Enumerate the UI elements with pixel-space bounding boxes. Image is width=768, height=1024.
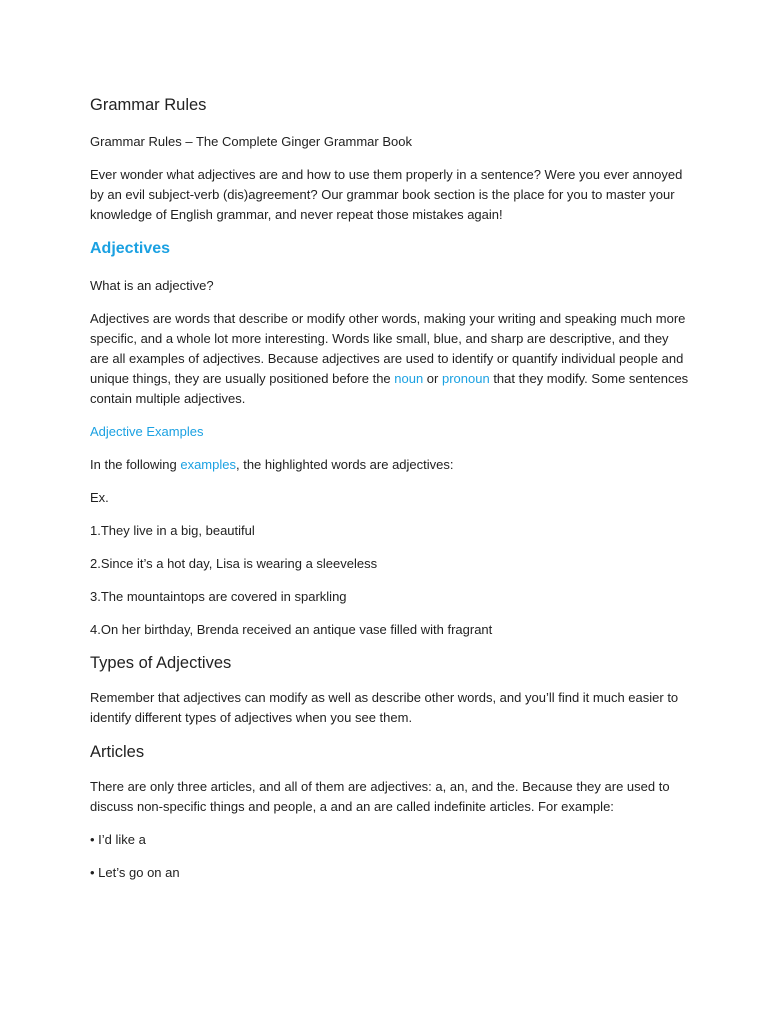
examples-intro [90,455,690,475]
types-heading: Types of Adjectives [90,654,232,672]
examples-intro-text-1: In the following [90,457,181,472]
definition-paragraph [90,309,690,409]
definition-text-2: that they modify. Some sentences contain multiple adjectives. [90,371,689,406]
ex-label: Ex. [90,490,109,505]
examples-link[interactable]: examples [180,457,236,472]
types-paragraph: Remember that adjectives can modify as well as describe other words, and you’ll find it much easier to identify different types of adjectives when you see them. [90,690,679,725]
example-item-3: 3.The mountaintops are covered in sparkling [90,589,347,604]
intro-paragraph: Ever wonder what adjectives are and how to use them properly in a sentence? Were you ever annoyed by an evil subject-verb (dis)agreement? Our grammar book section is the place for you to master your knowledge of English grammar, and never repeat those mistakes again! [90,167,683,222]
articles-heading: Articles [90,743,145,761]
pronoun-link[interactable]: pronoun [441,371,490,386]
subtitle-line: Grammar Rules – The Complete Ginger Grammar Book [90,134,412,149]
articles-paragraph: There are only three articles, and all of them are adjectives: a, an, and the. Because they are used to discuss non-specific things and people, a and an are called indefinite articles. For example: [90,779,670,814]
adjective-examples-link[interactable]: Adjective Examples [90,424,204,439]
what-is-question: What is an adjective? [90,278,214,293]
examples-intro-text-2: , the highlighted words are adjectives: [235,457,454,472]
bullet-item-2: • Let’s go on an [90,865,180,880]
example-item-2: 2.Since it’s a hot day, Lisa is wearing a sleeveless [90,556,378,571]
example-item-1: 1.They live in a big, beautiful [90,523,255,538]
adjectives-heading: Adjectives [90,240,171,257]
page-title: Grammar Rules [90,96,207,114]
document-content [90,94,690,896]
noun-link[interactable]: noun [394,371,424,386]
bullet-item-1: • I’d like a [90,832,146,847]
definition-text-1: Adjectives are words that describe or modify other words, making your writing and speaking much more specific, and a whole lot more interesting. Words like small, blue, and sharp are descriptive, and they are all examples of adjectives. Because adjectives are used to identify or quantify individual people and unique things, they are usually positioned before the [90,311,686,386]
definition-or: or [423,371,442,386]
example-item-4: 4.On her birthday, Brenda received an antique vase filled with fragrant [90,622,493,637]
